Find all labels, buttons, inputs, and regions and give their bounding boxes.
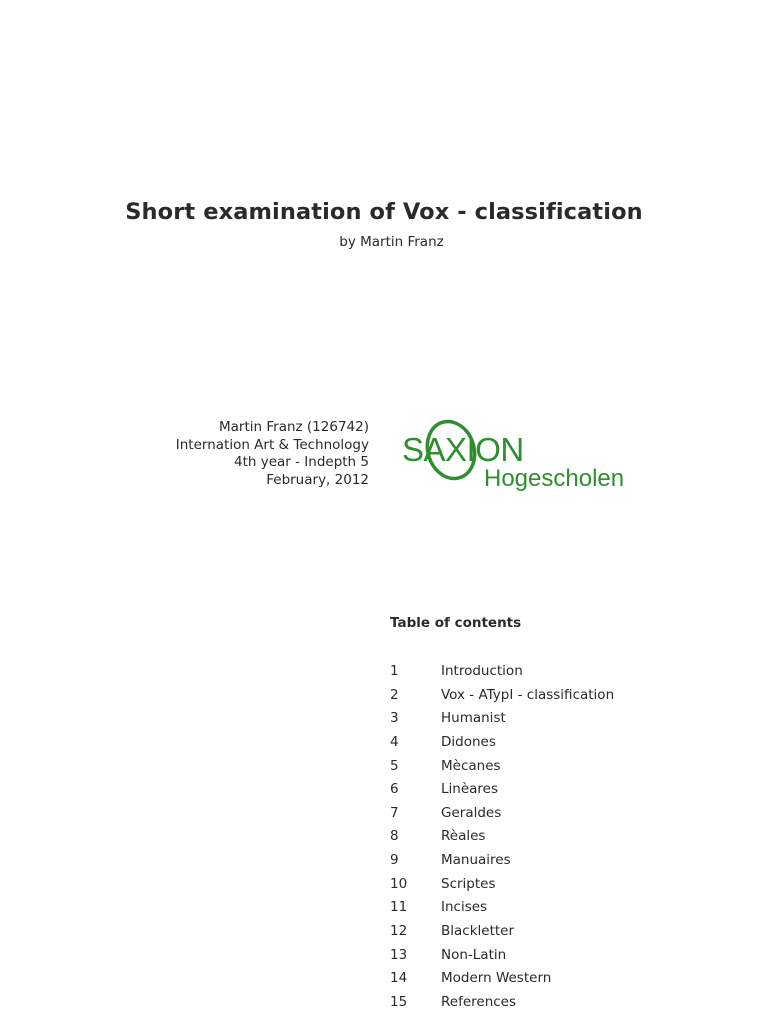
author-program: Internation Art & Technology (175, 436, 369, 453)
toc-item (390, 660, 614, 684)
logo-wordmark: SAXION (402, 431, 524, 468)
toc-item-title: References (441, 993, 517, 1010)
toc-item (390, 778, 614, 802)
toc-item (390, 944, 614, 968)
saxion-logo (402, 414, 626, 492)
toc-item-title: Geraldes (441, 804, 502, 821)
document-byline: by Martin Franz (339, 234, 444, 250)
author-info-block (176, 419, 369, 489)
toc-item-title: Non-Latin (441, 946, 507, 963)
toc-item-number: 8 (390, 828, 399, 845)
toc-item (390, 825, 614, 849)
toc-item-number: 4 (390, 733, 399, 750)
author-year: 4th year - Indepth 5 (233, 454, 369, 470)
toc-item-number: 2 (390, 686, 399, 703)
toc-heading: Table of contents (390, 615, 522, 631)
toc-item-title: Introduction (441, 663, 523, 679)
toc-item (390, 873, 614, 897)
logo-subtitle: Hogescholen (484, 465, 625, 492)
toc-item-number: 15 (390, 993, 408, 1010)
toc-item-title: Incises (441, 899, 488, 916)
toc-item (390, 684, 614, 708)
toc-item (390, 920, 614, 944)
toc-item (390, 731, 614, 755)
toc-item-number: 3 (390, 710, 399, 727)
toc-item-title: Vox - ATypI - classification (441, 686, 615, 703)
toc-item-number: 6 (390, 781, 399, 798)
toc-item-title: Manuaires (441, 852, 511, 869)
toc-item-number: 14 (390, 970, 408, 987)
document-title: Short examination of Vox - classification (125, 199, 643, 225)
toc-item-number: 1 (390, 663, 399, 679)
toc-item (390, 849, 614, 873)
toc-item-number: 13 (390, 946, 408, 963)
toc-item-number: 11 (390, 899, 408, 916)
toc-item-title: Humanist (441, 710, 506, 727)
toc-item-number: 7 (390, 804, 399, 821)
toc-item (390, 802, 614, 826)
toc-item-number: 5 (390, 757, 399, 774)
author-date: February, 2012 (266, 471, 369, 488)
toc-item (390, 991, 614, 1015)
toc-item-number: 9 (390, 852, 399, 869)
toc-item (390, 896, 614, 920)
toc-item-title: Modern Western (441, 970, 552, 987)
toc-item-title: Mècanes (441, 757, 501, 774)
toc-item-title: Scriptes (441, 875, 496, 892)
toc-item-number: 12 (390, 923, 408, 940)
toc-item (390, 967, 614, 991)
toc-item (390, 755, 614, 779)
toc-item-number: 10 (390, 875, 408, 892)
table-of-contents (390, 660, 614, 1015)
toc-item-title: Rèales (441, 828, 486, 845)
toc-item (390, 707, 614, 731)
toc-item-title: Didones (441, 733, 496, 750)
author-name: Martin Franz (126742) (219, 419, 369, 435)
toc-item-title: Linèares (441, 781, 498, 798)
toc-item-title: Blackletter (441, 923, 515, 940)
